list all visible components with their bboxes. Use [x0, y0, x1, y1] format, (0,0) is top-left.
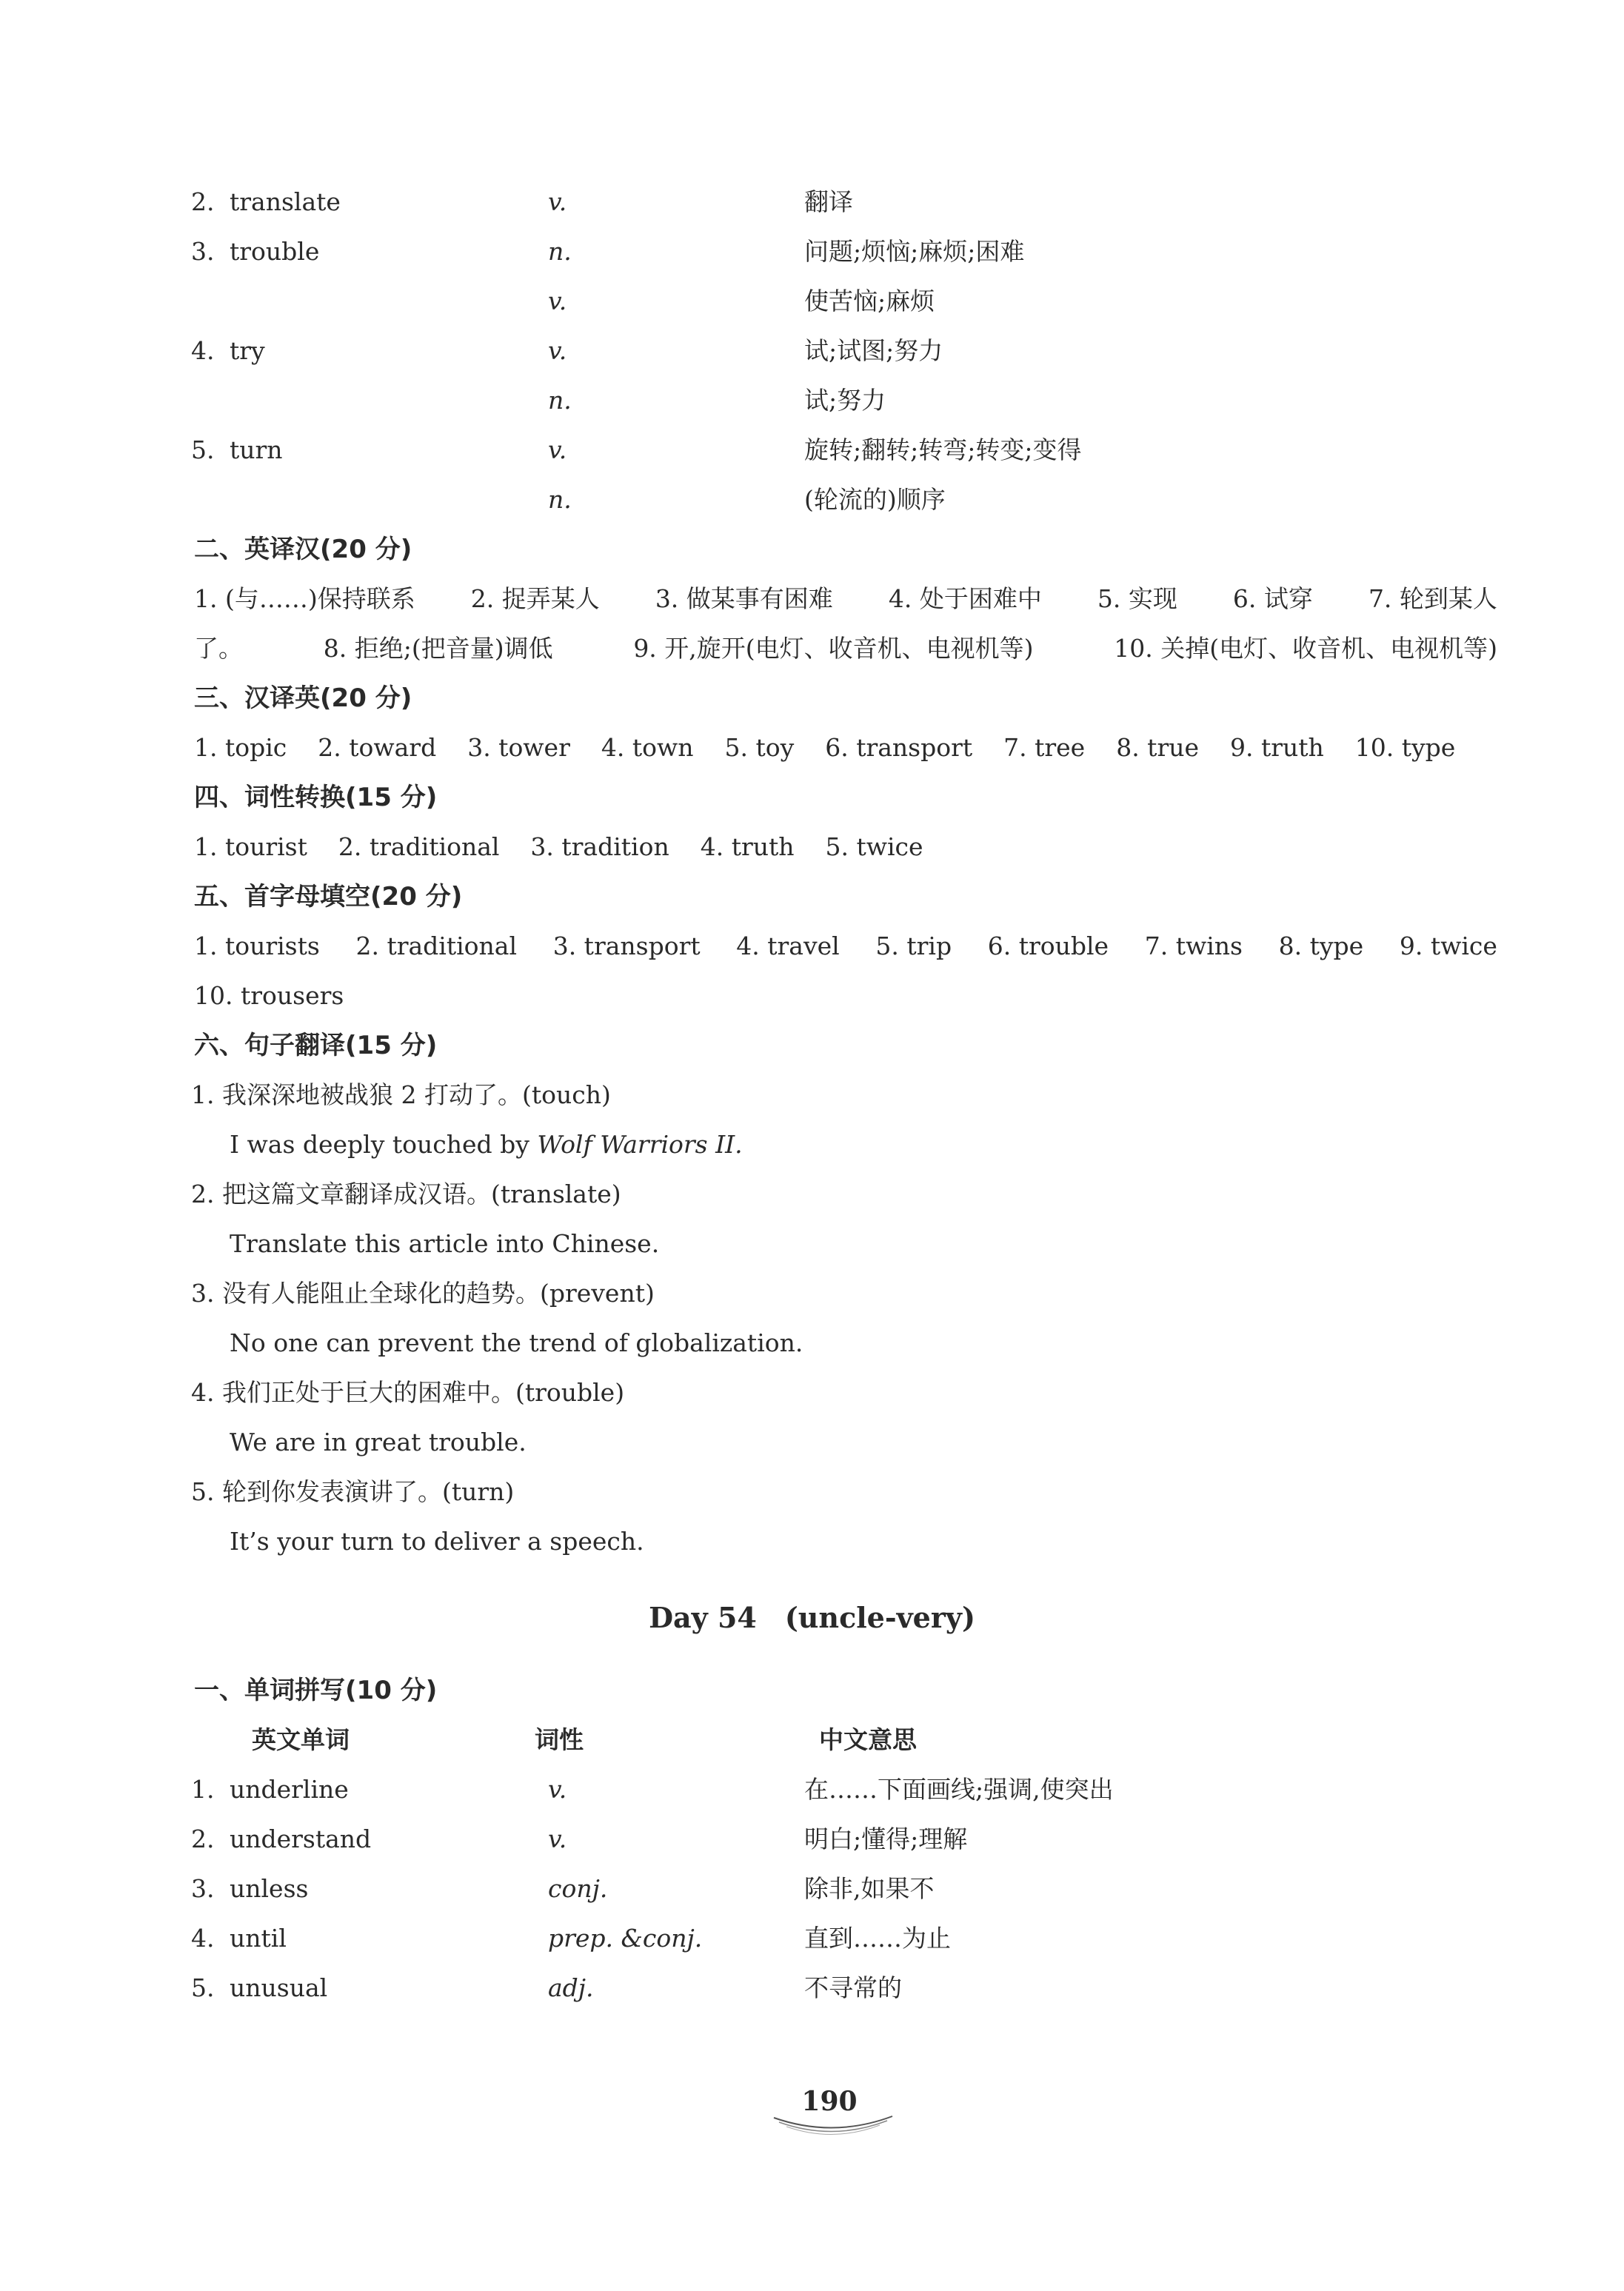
page-ornament-icon [770, 2109, 896, 2138]
answer-item: 9. truth [1230, 733, 1324, 762]
answer-item: 5. twice [825, 832, 923, 861]
translation-question: 1. 我深深地被战狼 2 打动了。(touch) [191, 1080, 611, 1109]
answer-line [194, 825, 1497, 869]
answer-item: 7. tree [1003, 733, 1086, 762]
section-heading: 六、句子翻译(15 分) [194, 1031, 438, 1060]
answer-item: 1. topic [194, 733, 287, 762]
answer-item: 5. toy [724, 733, 795, 762]
vocab-row [0, 279, 1624, 324]
answer-item: 9. twice [1399, 932, 1497, 960]
vocab-meaning: 在……下面画线;强调,使突出 [804, 1775, 1114, 1804]
vocab-word: unless [230, 1874, 309, 1903]
vocab-pos: v. [548, 336, 567, 365]
answer-line [194, 726, 1497, 770]
vocab-word: underline [230, 1775, 349, 1804]
vocab-number: 3. [191, 237, 215, 266]
vocab-row [0, 478, 1624, 522]
day-title: Day 54 (uncle-very) [649, 1601, 975, 1634]
answer-item: 2. 捉弄某人 [470, 584, 600, 613]
vocab-pos: v. [548, 435, 567, 464]
vocab-number: 1. [191, 1775, 215, 1804]
vocab-row [0, 1867, 1624, 1911]
answer-item: 8. 拒绝;(把音量)调低 [323, 634, 553, 663]
vocab-meaning: 问题;烦恼;麻烦;困难 [804, 237, 1025, 266]
vocab-row [0, 329, 1624, 373]
answer-item: 6. trouble [987, 932, 1109, 960]
answer-text: I was deeply touched by [230, 1130, 538, 1159]
answer-item: 了。 [194, 634, 243, 663]
answer-item: 1. tourist [194, 832, 307, 861]
vocab-meaning: 旋转;翻转;转弯;转变;变得 [804, 435, 1082, 464]
vocab-meaning: (轮流的)顺序 [804, 485, 946, 514]
answer-item: 3. 做某事有困难 [655, 584, 833, 613]
vocab-row [0, 378, 1624, 423]
answer-item: 6. 试穿 [1232, 584, 1313, 613]
vocab-number: 2. [191, 1825, 215, 1853]
answer-item: 7. twins [1144, 932, 1243, 960]
vocab-word: until [230, 1924, 287, 1953]
translation-answer: No one can prevent the trend of globalization. [230, 1328, 803, 1357]
vocab-pos: n. [548, 386, 572, 415]
vocab-word: try [230, 336, 265, 365]
vocab-pos: v. [548, 1775, 567, 1804]
vocab-meaning: 试;努力 [804, 386, 886, 415]
answer-title-italic: Wolf Warriors II. [537, 1130, 743, 1159]
vocab-word: understand [230, 1825, 372, 1853]
vocab-number: 4. [191, 1924, 215, 1953]
answer-item: 4. truth [700, 832, 795, 861]
answer-line [194, 974, 1497, 1018]
answer-item: 5. trip [875, 932, 952, 960]
translation-answer: It’s your turn to deliver a speech. [230, 1527, 644, 1556]
translation-answer [230, 1123, 743, 1167]
vocab-pos: prep. &conj. [548, 1924, 703, 1953]
vocab-meaning: 不寻常的 [804, 1973, 902, 2002]
page-number: 190 [801, 2086, 858, 2117]
answer-item: 10. type [1354, 733, 1456, 762]
vocab-word: translate [230, 187, 341, 216]
vocab-row [0, 428, 1624, 472]
answer-item: 2. toward [318, 733, 437, 762]
answer-item: 8. type [1278, 932, 1364, 960]
vocab-pos: v. [548, 287, 567, 315]
vocab-meaning: 除非,如果不 [804, 1874, 935, 1903]
vocab-word: trouble [230, 237, 320, 266]
vocab-row [0, 180, 1624, 224]
vocab-meaning: 试;试图;努力 [804, 336, 943, 365]
answer-item: 1. tourists [194, 932, 320, 960]
column-header-meaning: 中文意思 [819, 1725, 917, 1754]
translation-question: 4. 我们正处于巨大的困难中。(trouble) [191, 1378, 625, 1407]
answer-item: 6. transport [825, 733, 973, 762]
section-heading: 二、英译汉(20 分) [194, 535, 412, 564]
answer-item: 3. transport [552, 932, 701, 960]
answer-item: 7. 轮到某人 [1368, 584, 1497, 613]
vocab-number: 2. [191, 187, 215, 216]
vocab-number: 5. [191, 1973, 215, 2002]
vocab-number: 3. [191, 1874, 215, 1903]
answer-item: 9. 开,旋开(电灯、收音机、电视机等) [633, 634, 1034, 663]
answer-item: 2. traditional [355, 932, 518, 960]
vocab-pos: n. [548, 485, 572, 514]
vocab-pos: v. [548, 187, 567, 216]
section-heading: 一、单词拼写(10 分) [194, 1676, 438, 1705]
answer-line [194, 924, 1497, 969]
vocab-pos: n. [548, 237, 572, 266]
vocab-row [0, 1817, 1624, 1862]
answer-item: 4. 处于困难中 [888, 584, 1042, 613]
answer-item: 8. true [1116, 733, 1199, 762]
vocab-pos: v. [548, 1825, 567, 1853]
vocab-word: unusual [230, 1973, 328, 2002]
vocab-meaning: 使苦恼;麻烦 [804, 287, 935, 315]
vocab-number: 5. [191, 435, 215, 464]
answer-item: 3. tower [467, 733, 570, 762]
answer-item: 2. traditional [338, 832, 500, 861]
vocab-row [0, 1916, 1624, 1961]
translation-question: 2. 把这篇文章翻译成汉语。(translate) [191, 1180, 621, 1208]
translation-question: 5. 轮到你发表演讲了。(turn) [191, 1477, 515, 1506]
vocab-meaning: 翻译 [804, 187, 853, 216]
vocab-word: turn [230, 435, 283, 464]
vocab-pos: conj. [548, 1874, 608, 1903]
answer-line [194, 577, 1497, 621]
answer-item: 10. trousers [194, 981, 344, 1010]
section-heading: 五、首字母填空(20 分) [194, 882, 463, 912]
answer-item: 1. (与……)保持联系 [194, 584, 415, 613]
translation-answer: Translate this article into Chinese. [230, 1229, 660, 1258]
vocab-row [0, 230, 1624, 274]
vocab-pos: adj. [548, 1973, 594, 2002]
vocab-meaning: 明白;懂得;理解 [804, 1825, 968, 1853]
column-header-pos: 词性 [535, 1725, 584, 1754]
vocab-number: 4. [191, 336, 215, 365]
translation-answer: We are in great trouble. [230, 1428, 527, 1456]
translation-question: 3. 没有人能阻止全球化的趋势。(prevent) [191, 1279, 655, 1308]
answer-item: 4. travel [736, 932, 840, 960]
section-heading: 四、词性转换(15 分) [194, 783, 438, 812]
column-header-word: 英文单词 [252, 1725, 350, 1754]
answer-item: 10. 关掉(电灯、收音机、电视机等) [1114, 634, 1497, 663]
answer-line [194, 626, 1497, 671]
answer-item: 3. tradition [530, 832, 669, 861]
answer-item: 4. town [601, 733, 694, 762]
vocab-meaning: 直到……为止 [804, 1924, 951, 1953]
vocab-row [0, 1767, 1624, 1812]
vocab-row [0, 1966, 1624, 2010]
answer-item: 5. 实现 [1097, 584, 1177, 613]
section-heading: 三、汉译英(20 分) [194, 683, 412, 713]
